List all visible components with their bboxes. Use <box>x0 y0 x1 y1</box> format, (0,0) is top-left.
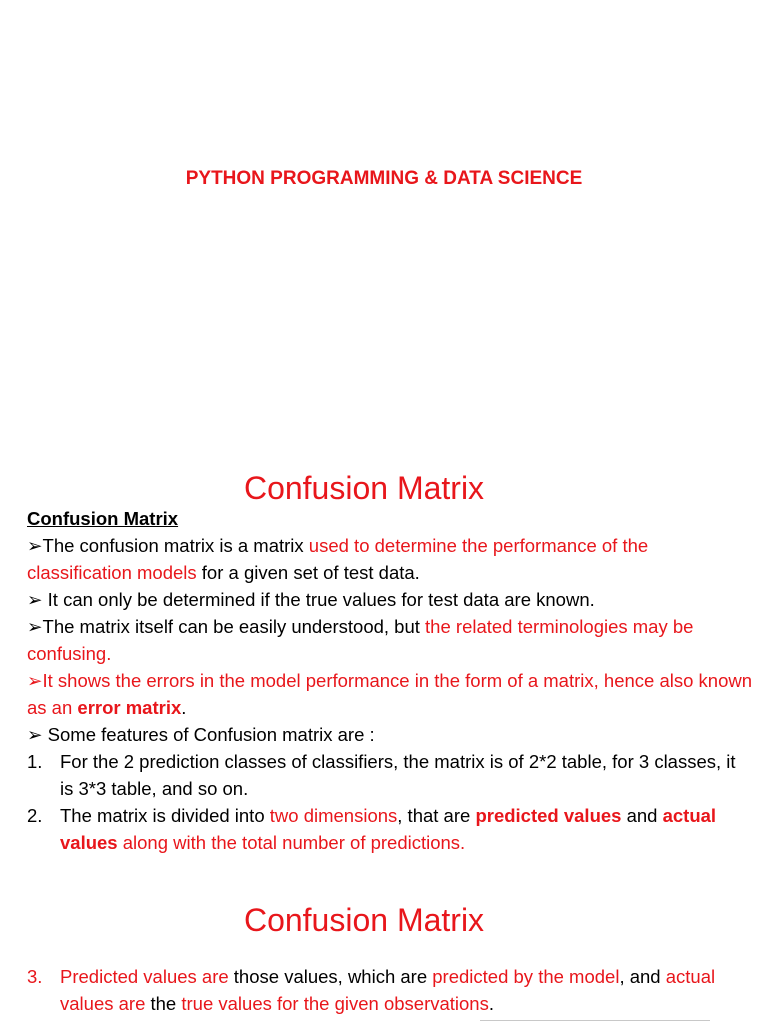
bullet-item: ➢The confusion matrix is a matrix used to determine the performance of the classification models for a given set of test data. <box>27 535 649 583</box>
subheading: Confusion Matrix <box>27 508 179 529</box>
slide-body <box>27 505 752 856</box>
numbered-item: 3. Predicted values are those values, which are predicted by the model, and actual values are the true values for the given observations. <box>27 963 752 1017</box>
bullet-item: ➢ It can only be determined if the true values for test data are known. <box>27 589 595 610</box>
numbered-item: 2. The matrix is divided into two dimensions, that are predicted values and actual values along with the total number of predictions. <box>27 802 752 856</box>
bullet-arrow-icon: ➢ <box>27 724 43 745</box>
bullet-arrow-icon: ➢ <box>27 535 43 556</box>
bullet-item: ➢ Some features of Confusion matrix are : <box>27 724 375 745</box>
bullet-arrow-icon: ➢ <box>27 589 43 610</box>
bullet-item: ➢The matrix itself can be easily understood, but the related terminologies may be confusing. <box>27 616 694 664</box>
slide-title: Confusion Matrix <box>243 470 485 506</box>
slide-body <box>27 963 752 1017</box>
numbered-item: 1. For the 2 prediction classes of classifiers, the matrix is of 2*2 table, for 3 classes, it is 3*3 table, and so on. <box>27 748 752 802</box>
bullet-arrow-icon: ➢ <box>27 616 43 637</box>
item-number: 2. <box>27 805 43 826</box>
bullet-arrow-icon: ➢ <box>27 670 43 691</box>
bullet-item: ➢It shows the errors in the model performance in the form of a matrix, hence also known as an error matrix. <box>27 670 753 718</box>
item-number: 3. <box>27 966 43 987</box>
item-number: 1. <box>27 751 43 772</box>
page-divider <box>480 1020 710 1021</box>
document-header-title: PYTHON PROGRAMMING & DATA SCIENCE <box>185 168 583 189</box>
slide-title: Confusion Matrix <box>243 902 485 938</box>
